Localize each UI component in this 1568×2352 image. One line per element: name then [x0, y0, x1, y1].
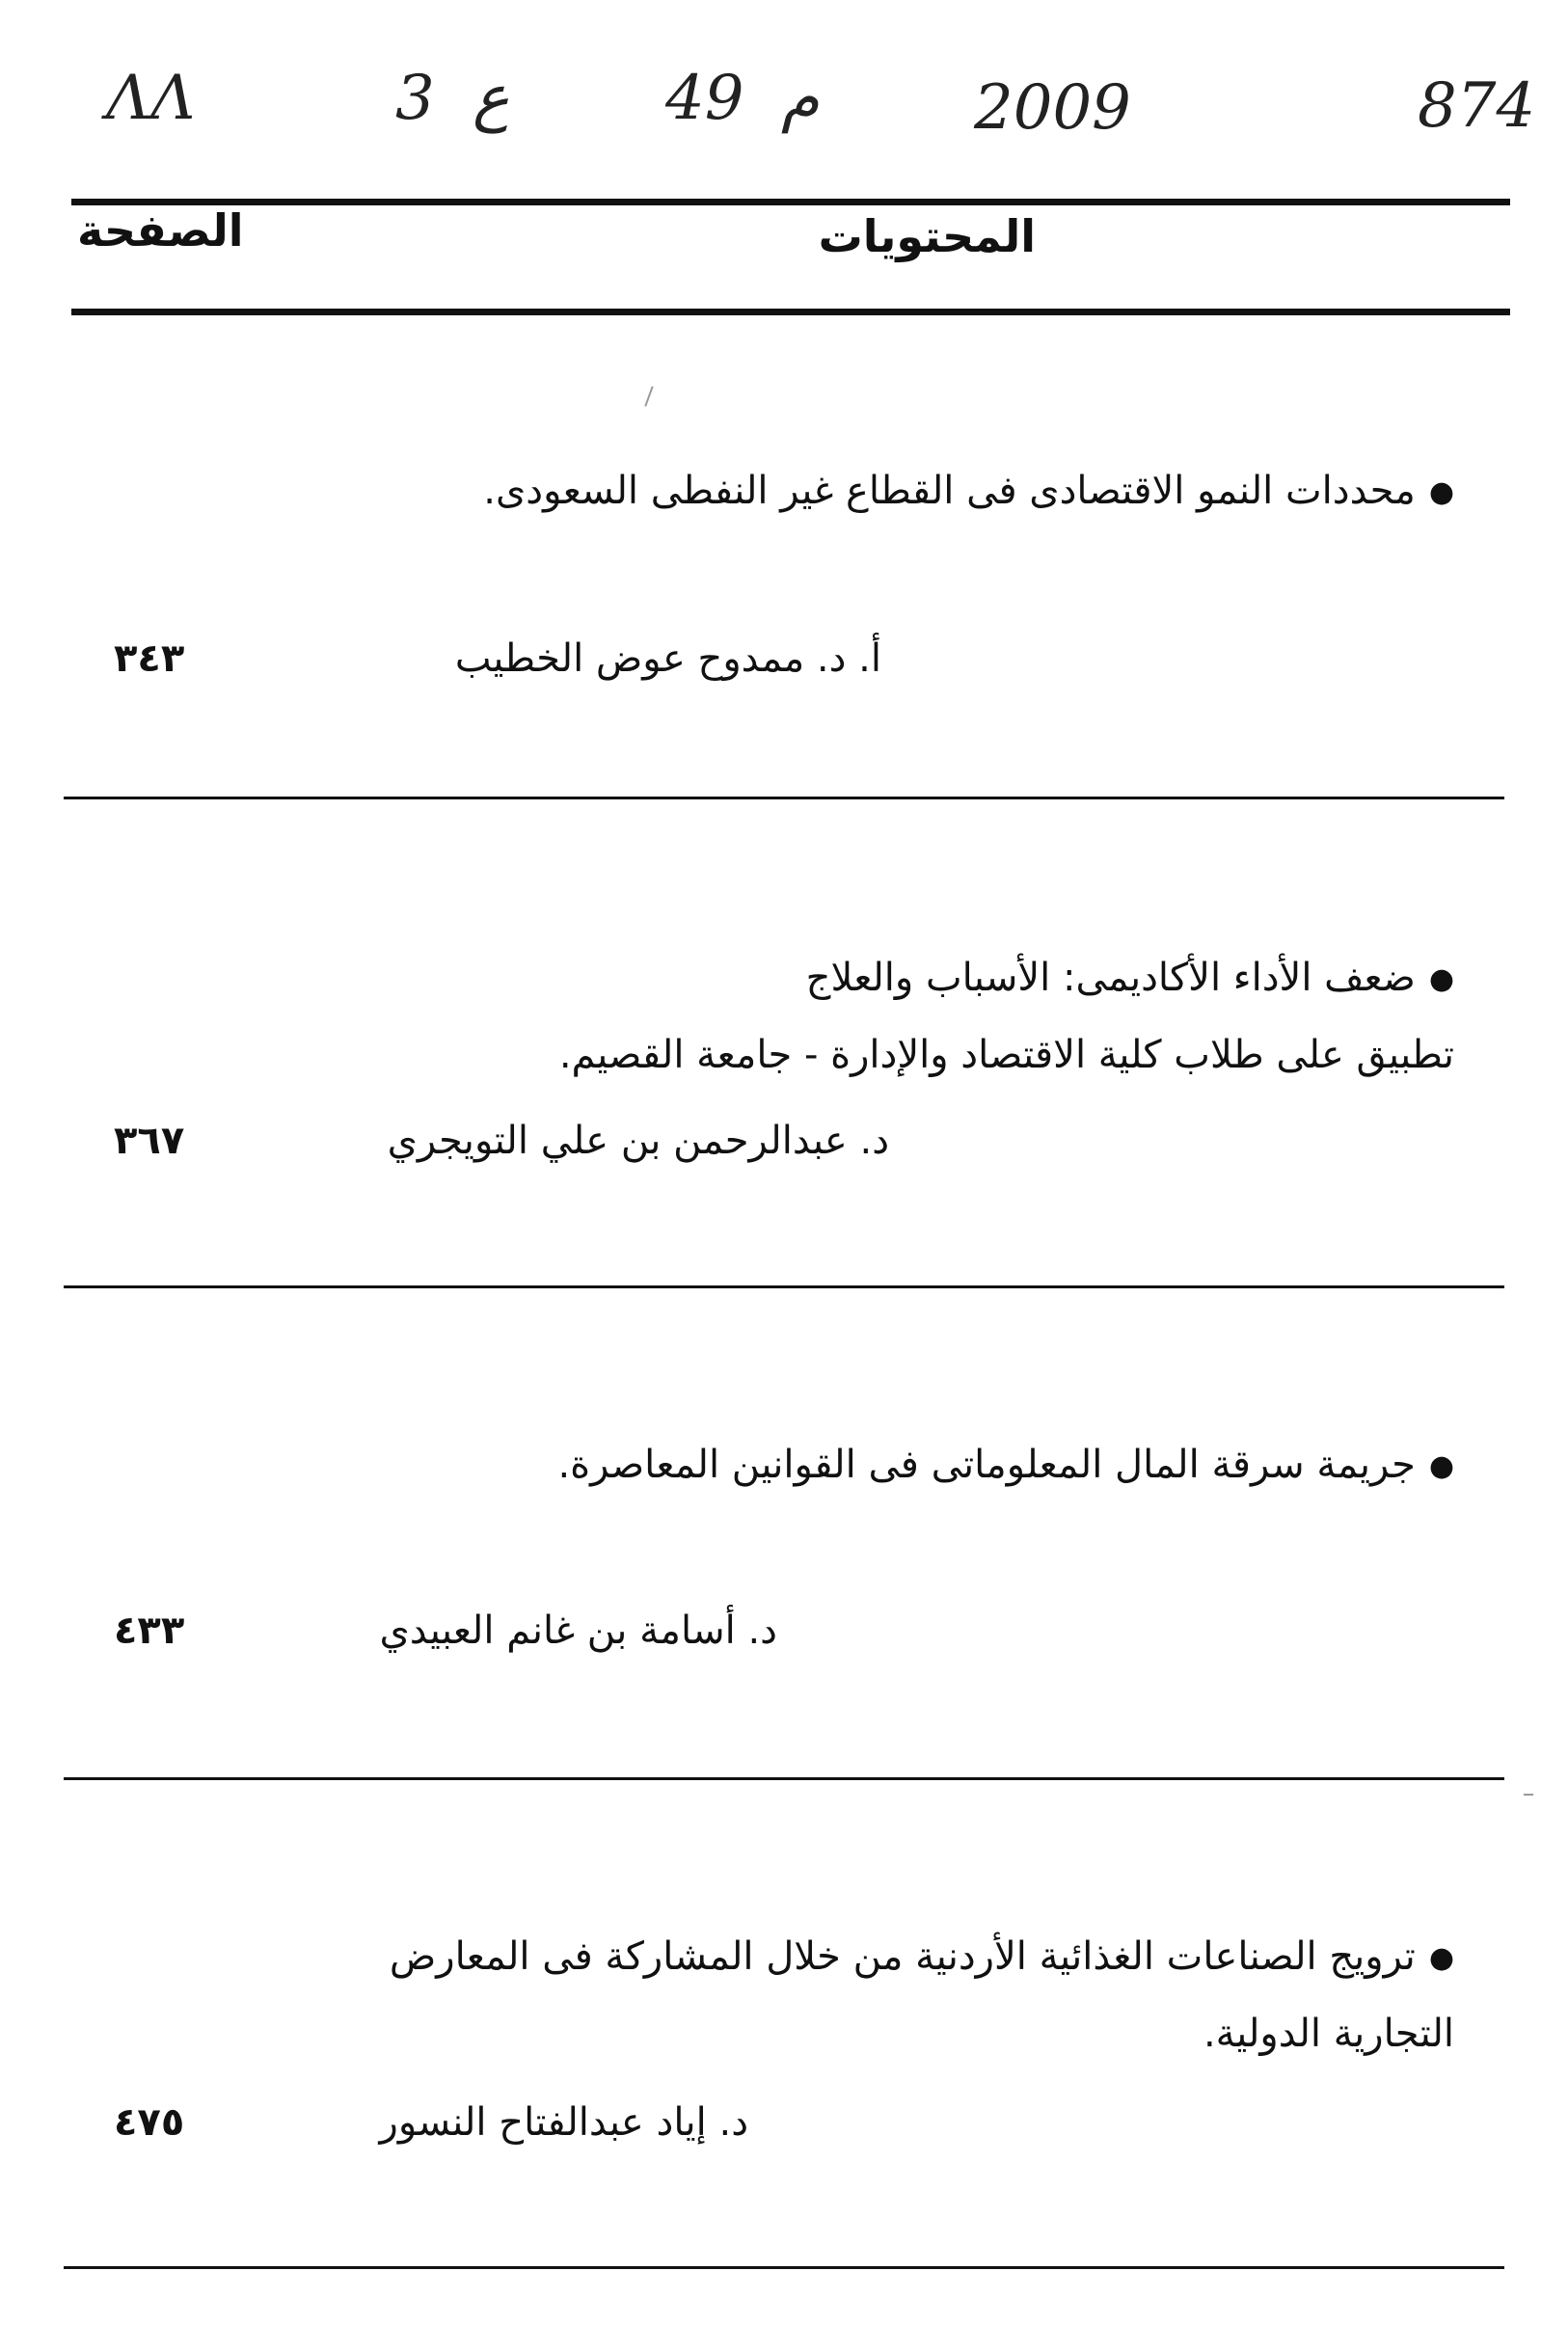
scan-speck — [1524, 1794, 1533, 1796]
bullet-icon: ● — [1428, 1449, 1454, 1483]
entry-3-title — [201, 1427, 1454, 1504]
handwritten-code: 874 — [1418, 70, 1536, 142]
entry-4-author: د. إياد عبدالفتاح النسور — [379, 2100, 748, 2145]
header-top-rule — [71, 199, 1510, 205]
entry-2-title — [201, 940, 1454, 1093]
handwritten-issue-number: 3 — [395, 63, 435, 134]
handwritten-volume-letter: م — [781, 63, 820, 134]
entry-1-page-number: ٣٤٣ — [114, 636, 185, 681]
entry-4-title-line-1: ●ترويج الصناعات الغذائية الأردنية من خلال المشاركة فى المعارض — [389, 1934, 1454, 1979]
entry-4-title-line-2: التجارية الدولية. — [1203, 2012, 1454, 2056]
entry-2-title-line-2: تطبيق على طلاب كلية الاقتصاد والإدارة - جامعة القصيم. — [558, 1033, 1454, 1077]
scan-speck — [644, 386, 653, 406]
header-bottom-rule — [71, 309, 1510, 315]
bullet-icon: ● — [1428, 962, 1454, 996]
page-column-heading: الصفحة — [77, 204, 244, 257]
entry-3-title-line-1: ●جريمة سرقة المال المعلوماتى فى القوانين المعاصرة. — [557, 1443, 1454, 1487]
entry-divider — [64, 2266, 1504, 2269]
entry-2-author: د. عبدالرحمن بن علي التويجري — [387, 1119, 889, 1163]
bullet-icon: ● — [1428, 475, 1454, 509]
entry-3-author: د. أسامة بن غانم العبيدي — [379, 1609, 777, 1653]
entry-divider — [64, 797, 1504, 799]
entry-divider — [64, 1285, 1504, 1288]
entry-4-page-number: ٤٧٥ — [114, 2100, 185, 2145]
handwritten-issue-letter: ع — [473, 63, 510, 134]
entry-3-page-number: ٤٣٣ — [114, 1609, 185, 1653]
handwritten-volume-number: 49 — [665, 63, 744, 134]
handwritten-left-mark: ΛΛ — [106, 63, 196, 134]
entry-2-title-line-1: ●ضعف الأداء الأكاديمى: الأسباب والعلاج — [805, 956, 1454, 1000]
entry-1-title-line-1: ●محددات النمو الاقتصادى فى القطاع غير النفطى السعودى. — [483, 469, 1454, 513]
entry-1-author: أ. د. ممدوح عوض الخطيب — [454, 636, 881, 681]
entry-divider — [64, 1777, 1504, 1780]
bullet-icon: ● — [1428, 1941, 1454, 1975]
entry-2-page-number: ٣٦٧ — [114, 1119, 185, 1163]
handwritten-year: 2009 — [974, 72, 1131, 144]
contents-heading: المحتويات — [818, 210, 1036, 262]
entry-4-title — [201, 1919, 1454, 2071]
entry-1-title — [201, 453, 1454, 530]
